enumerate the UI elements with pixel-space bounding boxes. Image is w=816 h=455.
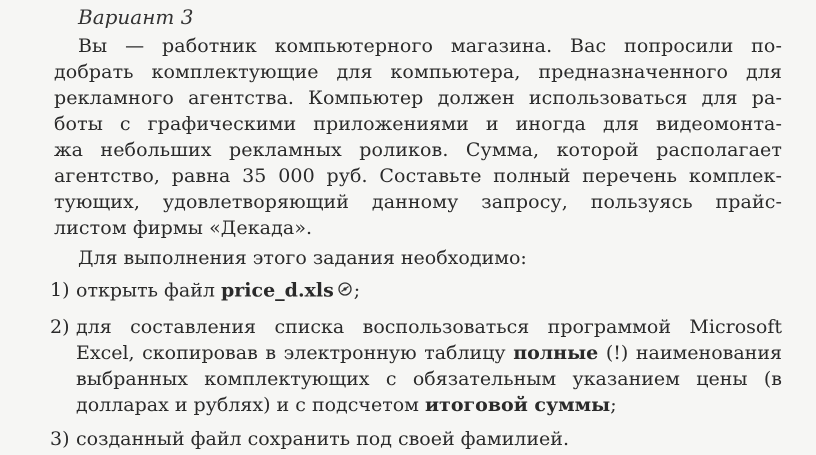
task-line: добрать комплектующие для компьютера, предназначенного для — [54, 61, 782, 83]
step-number: 2) — [50, 316, 70, 338]
step-item-1 — [50, 277, 782, 306]
task-line: рекламного агентства. Компьютер должен использоваться для ра- — [54, 87, 782, 109]
step-text: созданный файл сохранить под своей фамилией. — [76, 428, 569, 450]
task-line: Вы — работник компьютерного магазина. Вас попросили по- — [78, 35, 782, 57]
task-line: боты с графическими приложениями и иногда для видеомонта- — [54, 113, 782, 135]
task-line: агентство, равна 35 000 руб. Составьте полный перечень комплек- — [54, 165, 782, 187]
task-paragraph — [54, 33, 782, 241]
instructions-intro: Для выполнения этого задания необходимо: — [78, 247, 527, 269]
task-line: листом фирмы «Декада». — [54, 217, 313, 239]
task-line: тующих, удовлетворяющий данному запросу, пользуясь прайс- — [54, 191, 782, 213]
step-text-before: для составления списка воспользоваться программой Microsoft Excel, скопировав в электронную таблицу — [76, 316, 782, 364]
step-number: 1) — [50, 279, 70, 301]
step-text-after: ; — [353, 279, 361, 302]
step-text — [76, 277, 782, 306]
emphasis-total-sum: итоговой суммы — [424, 394, 611, 416]
step-text-middle: (!) наименования выбранных комплектующих с обязательным указанием цены (в долларах и рублях) и с подсчетом — [76, 342, 782, 416]
disk-icon — [338, 277, 352, 303]
file-name: price_d.xls — [220, 279, 334, 302]
emphasis-full: полные — [513, 342, 599, 364]
step-text-after: ; — [610, 394, 617, 416]
step-text-before: открыть файл — [76, 279, 221, 302]
step-item-2 — [50, 314, 782, 418]
step-item-3 — [50, 426, 782, 452]
step-text — [76, 314, 782, 418]
variant-heading: Вариант 3 — [78, 5, 194, 29]
step-number: 3) — [50, 428, 70, 450]
task-line: жа небольших рекламных роликов. Сумма, которой располагает — [54, 139, 782, 161]
steps-list — [50, 277, 782, 452]
